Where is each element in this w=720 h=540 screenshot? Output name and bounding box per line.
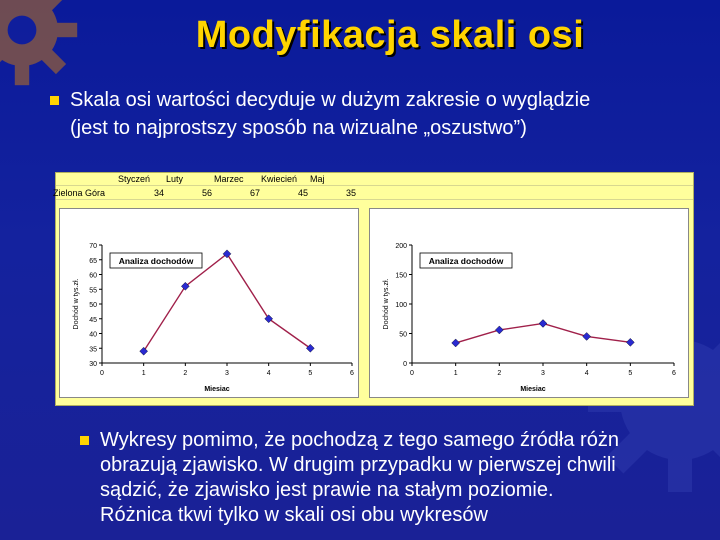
y-tick-label: 45	[89, 316, 97, 324]
bullet-icon	[80, 436, 89, 445]
x-tick-label: 2	[183, 370, 188, 377]
sheet-value-cell: 45	[297, 188, 308, 198]
data-point	[583, 332, 591, 340]
y-tick-label: 60	[89, 272, 97, 280]
x-tick-label: 1	[141, 370, 146, 377]
outro-text	[100, 428, 720, 528]
outro-line: obrazują zjawisko. W drugim przypadku w pierwszej chwili	[100, 454, 616, 476]
x-tick-label: 2	[497, 370, 502, 377]
x-tick-label: 6	[672, 370, 676, 377]
y-tick-label: 35	[89, 346, 97, 354]
y-tick-label: 100	[395, 302, 407, 309]
sheet-header-cell: Kwiecień	[261, 174, 298, 184]
x-tick-label: 4	[266, 370, 271, 377]
outro-line: Wykresy pomimo, że pochodzą z tego samego źródła różn	[100, 429, 619, 451]
chart-right	[369, 208, 689, 398]
sheet-header-cell: Luty	[166, 174, 184, 184]
x-tick-label: 5	[308, 370, 313, 377]
sheet-value-cell: 67	[249, 188, 260, 198]
data-point	[495, 326, 503, 334]
y-tick-label: 50	[89, 302, 97, 309]
x-tick-label: 0	[410, 370, 414, 377]
y-axis-label: Dochód w tys.zł.	[383, 278, 390, 330]
chart-left	[59, 208, 359, 398]
slide-title: Modyfikacja skali osi	[195, 14, 585, 56]
y-tick-label: 40	[89, 331, 97, 339]
x-axis-label: Miesiac	[520, 386, 546, 393]
data-point	[452, 339, 460, 347]
sheet-value-cell: 34	[153, 188, 164, 198]
spreadsheet-area	[55, 172, 694, 406]
y-tick-label: 70	[89, 243, 97, 250]
sheet-value-cell: 56	[201, 188, 212, 198]
intro-line: Skala osi wartości decyduje w dużym zakresie o wyglądzie	[70, 89, 591, 111]
x-tick-label: 6	[350, 370, 354, 377]
data-point	[626, 338, 634, 346]
outro-line: sądzić, że zjawisko jest prawie na stałym poziomie.	[100, 479, 554, 501]
sheet-header-cell: Marzec	[214, 174, 244, 184]
x-tick-label: 1	[453, 370, 458, 377]
sheet-value-cell: 35	[345, 188, 356, 198]
chart-title: Analiza dochodów	[428, 256, 504, 266]
y-tick-label: 30	[89, 361, 97, 368]
x-tick-label: 3	[225, 370, 229, 377]
chart-title: Analiza dochodów	[118, 256, 194, 266]
bullet-icon	[50, 96, 59, 105]
y-tick-label: 0	[403, 361, 407, 368]
x-tick-label: 5	[628, 370, 633, 377]
series-line	[144, 254, 311, 351]
y-tick-label: 150	[395, 272, 407, 280]
outro-line: Różnica tkwi tylko w skali osi obu wykresów	[100, 504, 488, 526]
data-point	[140, 347, 148, 355]
sheet-header-cell: Styczeń	[118, 174, 151, 184]
y-tick-label: 55	[89, 287, 97, 295]
chart-svg	[370, 209, 688, 397]
data-point	[539, 319, 547, 327]
y-tick-label: 50	[399, 331, 407, 339]
sheet-header-cell: Maj	[310, 174, 325, 184]
intro-text	[70, 86, 710, 142]
intro-line: (jest to najprostszy sposób na wizualne „oszustwo”)	[70, 117, 527, 139]
x-tick-label: 4	[584, 370, 589, 377]
x-axis-label: Miesiac	[204, 386, 230, 393]
x-tick-label: 0	[100, 370, 104, 377]
y-tick-label: 65	[89, 257, 97, 265]
sheet-row-label: Zielona Góra	[53, 188, 106, 198]
y-axis-label: Dochód w tys.zł.	[73, 278, 80, 330]
x-tick-label: 3	[541, 370, 545, 377]
y-tick-label: 200	[395, 243, 407, 250]
chart-svg	[60, 209, 358, 397]
